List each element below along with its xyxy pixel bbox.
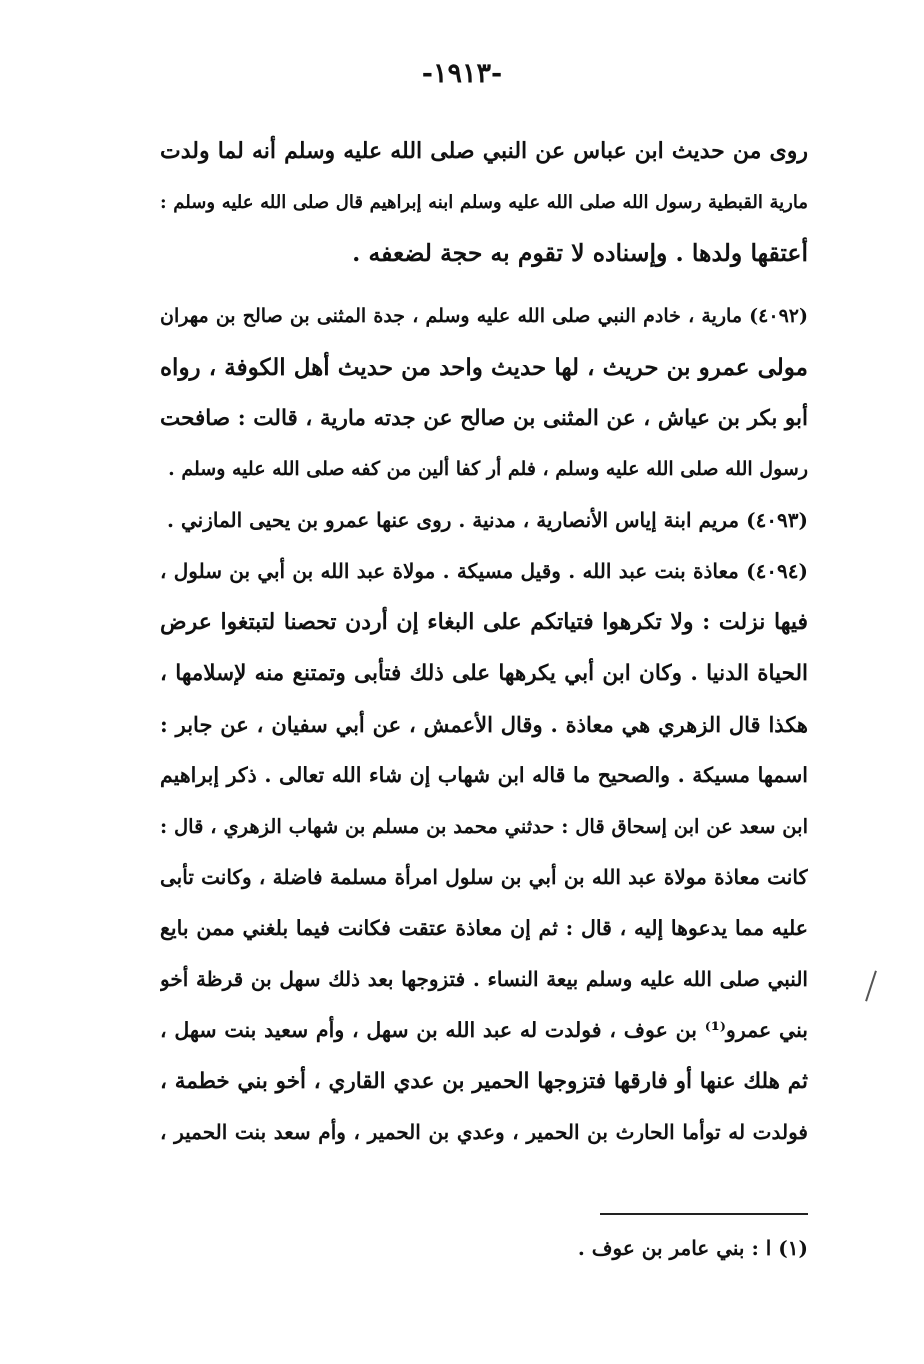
text-line: أعتقها ولدها . وإسناده لا تقوم به حجة لضعفه . bbox=[352, 239, 808, 267]
text-line: النبي صلى الله عليه وسلم بيعة النساء . فتزوجها بعد ذلك سهل بن قرظة أخو bbox=[160, 967, 808, 991]
text-line: ثم هلك عنها أو فارقها فتزوجها الحمير بن عدي القاري ، أخو بني خطمة ، bbox=[160, 1069, 808, 1094]
text-line: فيها نزلت : ولا تكرهوا فتياتكم على البغاء إن أردن تحصنا لتبتغوا عرض bbox=[160, 609, 808, 635]
text-line: بني عمرو⁽¹⁾ بن عوف ، فولدت له عبد الله بن سهل ، وأم سعيد بنت سهل ، bbox=[160, 1018, 808, 1042]
text-line: عليه مما يدعوها إليه ، قال : ثم إن معاذة عتقت فكانت فيما بلغني ممن بايع bbox=[160, 916, 808, 940]
text-line: (٤٠٩٤) معاذة بنت عبد الله . وقيل مسيكة . مولاة عبد الله بن أبي بن سلول ، bbox=[160, 559, 808, 583]
page-number: -١٩١٣- bbox=[421, 58, 503, 89]
footnote-separator bbox=[600, 1213, 808, 1215]
text-line: مولى عمرو بن حريث ، لها حديث واحد من حديث أهل الكوفة ، رواه bbox=[160, 354, 808, 381]
text-line: (٤٠٩٣) مريم ابنة إياس الأنصارية ، مدنية . روى عنها عمرو بن يحيى المازني . bbox=[167, 508, 808, 532]
main-text bbox=[160, 126, 808, 1158]
text-line: اسمها مسيكة . والصحيح ما قاله ابن شهاب إن شاء الله تعالى . ذكر إبراهيم bbox=[160, 763, 808, 787]
text-line: هكذا قال الزهري هي معاذة . وقال الأعمش ، عن أبي سفيان ، عن جابر : bbox=[160, 712, 808, 737]
text-line: مارية القبطية رسول الله صلى الله عليه وسلم ابنه إبراهيم قال صلى الله عليه وسلم : bbox=[160, 192, 808, 213]
text-line: أبو بكر بن عياش ، عن المثنى بن صالح عن جدته مارية ، قالت : صافحت bbox=[160, 406, 808, 431]
text-line: فولدت له توأما الحارث بن الحمير ، وعدي بن الحمير ، وأم سعد بنت الحمير ، bbox=[160, 1120, 808, 1144]
text-line: ابن سعد عن ابن إسحاق قال : حدثني محمد بن مسلم بن شهاب الزهري ، قال : bbox=[160, 815, 808, 838]
text-line: كانت معاذة مولاة عبد الله بن أبي بن سلول امرأة مسلمة فاضلة ، وكانت تأبى bbox=[160, 865, 808, 889]
text-line: روى من حديث ابن عباس عن النبي صلى الله عليه وسلم أنه لما ولدت bbox=[160, 138, 808, 164]
footnote: (١) ا : بني عامر بن عوف . bbox=[577, 1236, 808, 1260]
entry-4092 bbox=[160, 291, 808, 495]
text-line: رسول الله صلى الله عليه وسلم ، فلم أر كفا ألين من كفه صلى الله عليه وسلم . bbox=[168, 458, 808, 480]
pencil-mark bbox=[865, 970, 877, 1001]
paragraph-gap bbox=[160, 279, 808, 291]
paragraph-intro bbox=[160, 126, 808, 279]
text-line: (٤٠٩٢) مارية ، خادم النبي صلى الله عليه وسلم ، جدة المثنى بن صالح بن مهران bbox=[160, 305, 808, 327]
entry-4093 bbox=[160, 495, 808, 546]
entry-4094 bbox=[160, 546, 808, 1158]
text-line: الحياة الدنيا . وكان ابن أبي يكرهها على ذلك فتأبى وتمتنع منه لإسلامها ، bbox=[160, 661, 808, 686]
